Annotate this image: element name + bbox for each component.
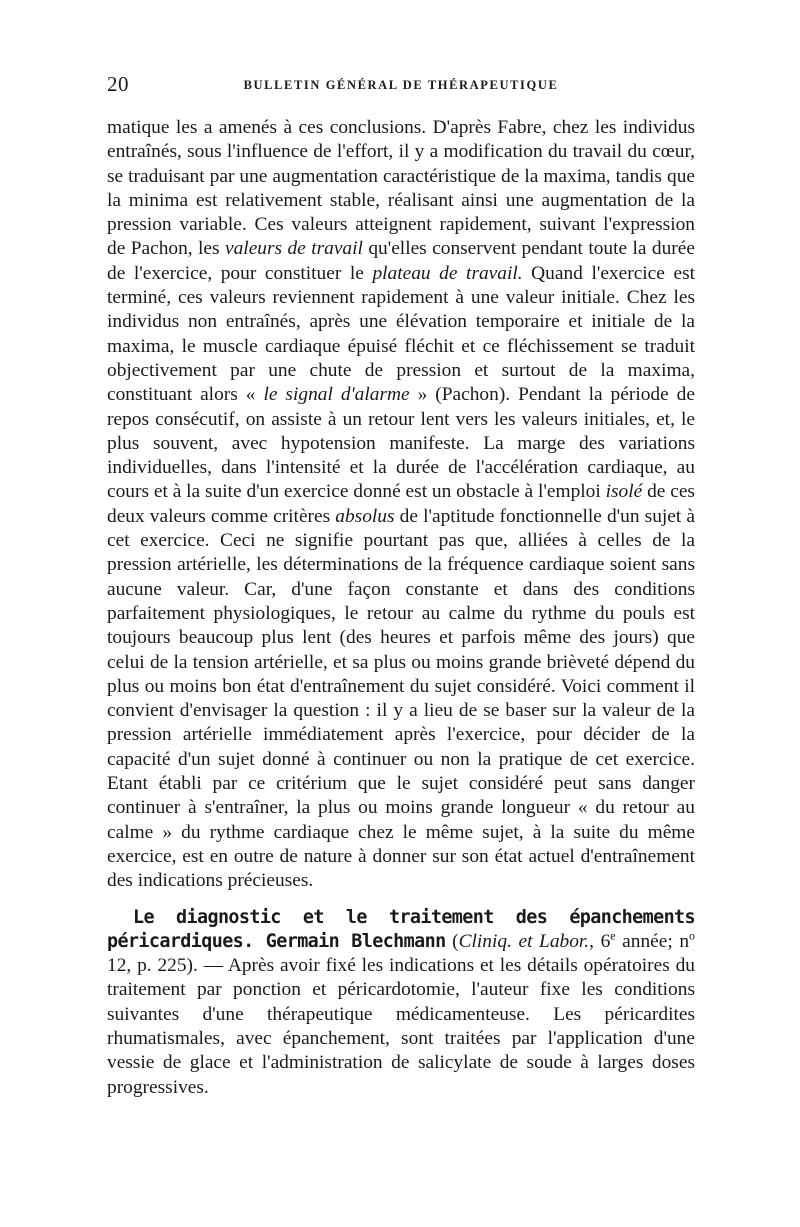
italic-term-plateau-de-travail: plateau de travail. <box>372 262 523 284</box>
reference-superscript: e <box>610 928 616 943</box>
italic-term-isole: isolé <box>605 481 643 503</box>
article-abstract <box>107 906 695 1100</box>
italic-term-absolus: absolus <box>335 505 395 527</box>
journal-title: BULLETIN GÉNÉRAL DE THÉRAPEUTIQUE <box>243 78 559 92</box>
reference-edition: , 6 <box>589 930 611 952</box>
text-run: » (Pachon). Pendant la période de repos consécutif, on assiste à un retour lent vers les valeurs initiales, et, le plus souvent, avec hypotension manifeste. La marge des variations individuelles, dans l'intensité et la durée de l'accélération cardiaque, au cours et à la suite d'un exercice donné est un obstacle à l'emploi <box>107 384 695 503</box>
running-head <box>107 72 695 102</box>
page <box>107 72 695 1100</box>
text-run: qu'elles conservent pendant toute la durée de l'exercice, pour constituer le <box>107 238 695 284</box>
italic-term-valeurs-de-travail: valeurs de travail <box>225 238 363 260</box>
text-run: Quand l'exercice est terminé, ces valeurs reviennent rapidement à une valeur initiale. Chez les individus non entraînés, après une élévation temporaire et initiale de la maxima, le muscle cardiaque épuisé fléchit et ce fléchissement se traduit objectivement par une chute de pression et surtout de la maxima, constituant alors « <box>107 262 696 406</box>
paragraph-continuation <box>107 116 695 894</box>
article-heading: Le diagnostic et le traitement des épanchements péricardiques. Germain Blechmann <box>107 906 695 952</box>
body-text <box>107 116 695 1100</box>
text-run: de l'aptitude fonctionnelle d'un sujet à cet exercice. Ceci ne signifie pourtant pas que, alliées à celles de la pression artérielle, les déterminations de la fréquence cardiaque soient sans aucune valeur. Car, d'une façon constante et dans des conditions parfaitement physiologiques, le retour au calme du rythme du pouls est toujours beaucoup plus lent (des heures et parfois même des jours) que celui de la tension artérielle, et sa plus ou moins grande brièveté dépend du plus ou moins bon état d'entraînement du sujet considéré. Voici comment il convient d'envisager la question : il y a lieu de se baser sur la valeur de la pression artérielle immédiatement après l'exercice, pour décider de la capacité d'un sujet donné à continuer ou non la pratique de cet exercice. Etant établi par ce critérium que le sujet considéré peut sans danger continuer à s'entraîner, la plus ou moins grande longueur « du retour au calme » du rythme cardiaque chez le même sujet, à la suite du même exercice, est en outre de nature à donner sur son état actuel d'entraînement des indications précieuses. <box>107 505 695 892</box>
reference-issue-page: 12, p. 225). — <box>107 955 228 977</box>
italic-term-signal-d-alarme: le signal d'alarme <box>263 384 410 406</box>
reference-open: ( <box>445 930 459 952</box>
abstract-text: Après avoir fixé les indications et les détails opératoires du traitement par ponction et péricardotomie, l'auteur fixe les conditions suivantes d'une thérapeutique médicamenteuse. Les péricardites rhumatismales, avec épanchement, sont traitées par l'application d'une vessie de glace et l'administration de salicylate de soude à larges doses progressives. <box>107 955 695 1098</box>
text-run: matique les a amenés à ces conclusions. D'après Fabre, chez les individus entraînés, sous l'influence de l'effort, il y a modification du travail du cœur, se traduisant par une augmentation caractéristique de la maxima, tandis que la minima est relativement stable, réalisant ainsi une augmentation de la pression variable. Ces valeurs atteignent rapidement, suivant l'expression de Pachon, les <box>107 117 695 260</box>
page-number: 20 <box>107 72 129 96</box>
reference-superscript-number: o <box>689 928 696 943</box>
text-run: de ces deux valeurs comme critères <box>107 481 695 527</box>
reference-journal: Cliniq. et Labor. <box>458 930 590 952</box>
reference-year: année; n <box>615 930 690 952</box>
